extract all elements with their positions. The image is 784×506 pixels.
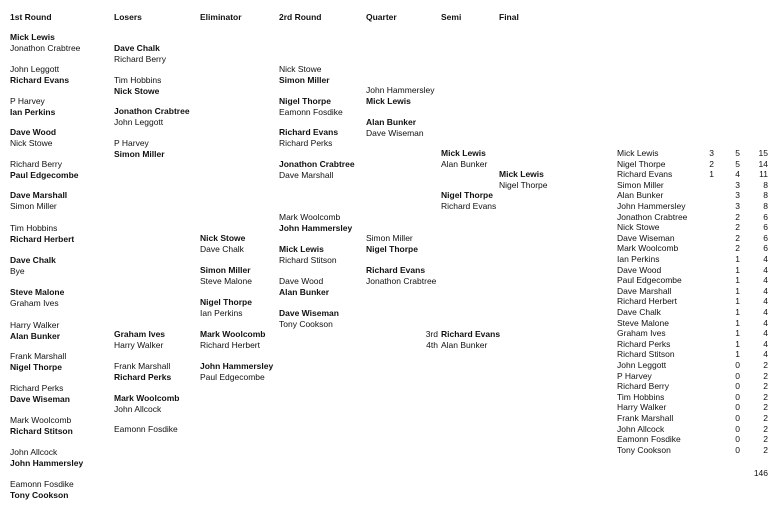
standings-points: 2 (763, 391, 768, 402)
first-round-entry: Frank Marshall (10, 351, 67, 361)
column-header: Final (499, 12, 519, 22)
column-header: 1st Round (10, 12, 52, 22)
standings-name: Dave Wood (617, 264, 662, 275)
quarter-entry: Mick Lewis (366, 96, 411, 106)
standings-points: 8 (763, 190, 768, 201)
first-round-entry: Dave Wiseman (10, 394, 70, 404)
eliminator-entry: Richard Herbert (200, 340, 260, 350)
standings-name: Nick Stowe (617, 222, 660, 233)
standings-wins: 0 (735, 391, 740, 402)
losers-entry: Eamonn Fosdike (114, 424, 178, 434)
standings-name: Harry Walker (617, 402, 667, 413)
standings-name: Alan Bunker (617, 190, 664, 201)
standings-wins: 0 (735, 360, 740, 370)
standings-name: Tony Cookson (617, 444, 671, 455)
second-round-entry: Nick Stowe (279, 64, 322, 74)
second-round-entry: Mark Woolcomb (279, 212, 341, 222)
eliminator-entry: Steve Malone (200, 276, 252, 286)
standings-wins: 5 (735, 148, 740, 158)
standings-name: Mark Woolcomb (617, 243, 679, 254)
first-round-entry: Mark Woolcomb (10, 415, 72, 425)
quarter-entry: Jonathon Crabtree (366, 276, 437, 286)
standings-position: 1 (709, 169, 714, 180)
standings-points: 2 (763, 423, 768, 434)
standings-name: Paul Edgecombe (617, 275, 682, 286)
first-round-entry: John Hammersley (10, 458, 84, 468)
standings-wins: 5 (735, 158, 740, 169)
losers-entry: Frank Marshall (114, 361, 171, 371)
standings-wins: 1 (735, 254, 740, 264)
standings-name: Dave Wiseman (617, 232, 675, 243)
standings-name: Richard Evans (617, 169, 673, 180)
losers-entry: Harry Walker (114, 340, 164, 350)
first-round-entry: Ian Perkins (10, 107, 56, 117)
standings-wins: 2 (735, 243, 740, 254)
first-round-entry: Richard Berry (10, 159, 62, 169)
semi-entry: Mick Lewis (441, 148, 486, 158)
first-round-entry: John Allcock (10, 447, 58, 457)
first-round-entry: Graham Ives (10, 298, 59, 308)
losers-entry: John Allcock (114, 404, 162, 414)
standings-points: 6 (763, 243, 768, 254)
placing-entry: Alan Bunker (441, 340, 488, 350)
standings-wins: 0 (735, 444, 740, 455)
first-round-entry: Richard Stitson (10, 426, 73, 436)
semi-entry: Richard Evans (441, 201, 497, 211)
placing-entry: Richard Evans (441, 329, 501, 339)
standings-name: Simon Miller (617, 179, 664, 190)
eliminator-entry: John Hammersley (200, 361, 274, 371)
first-round-entry: Steve Malone (10, 287, 65, 297)
standings-points: 4 (763, 296, 768, 307)
eliminator-entry: Nick Stowe (200, 233, 246, 243)
standings-points: 4 (763, 307, 768, 317)
standings-wins: 1 (735, 275, 740, 286)
standings-wins: 0 (735, 370, 740, 381)
standings-name: Jonathon Crabtree (617, 211, 688, 222)
second-round-entry: Dave Marshall (279, 170, 334, 180)
losers-entry: Mark Woolcomb (114, 393, 180, 403)
first-round-entry: Simon Miller (10, 201, 57, 211)
standings-points: 2 (763, 402, 768, 413)
column-header: Quarter (366, 12, 397, 22)
standings-name: Graham Ives (617, 328, 666, 339)
standings-points: 4 (763, 285, 768, 296)
first-round-entry: Nigel Thorpe (10, 362, 62, 372)
quarter-entry: Alan Bunker (366, 117, 417, 127)
losers-entry: Nick Stowe (114, 86, 160, 96)
standings-wins: 0 (735, 434, 740, 445)
first-round-entry: Harry Walker (10, 320, 60, 330)
losers-entry: Dave Chalk (114, 43, 160, 53)
standings-position: 2 (709, 158, 714, 169)
placing-label: 3rd (425, 329, 438, 339)
semi-entry: Nigel Thorpe (441, 190, 493, 200)
standings-points: 6 (763, 232, 768, 243)
quarter-entry: Simon Miller (366, 233, 413, 243)
standings-wins: 1 (735, 296, 740, 307)
first-round-entry: P Harvey (10, 96, 45, 106)
standings-points: 4 (763, 254, 768, 264)
standings-name: Tim Hobbins (617, 391, 665, 402)
column-header: Semi (441, 12, 462, 22)
first-round-entry: Paul Edgecombe (10, 170, 79, 180)
standings-wins: 2 (735, 211, 740, 222)
standings-wins: 0 (735, 423, 740, 434)
standings-points: 6 (763, 211, 768, 222)
losers-entry: Simon Miller (114, 149, 165, 159)
losers-entry: Tim Hobbins (114, 75, 162, 85)
standings-name: Richard Berry (617, 381, 669, 392)
losers-entry: Richard Perks (114, 372, 172, 382)
standings-points: 4 (763, 275, 768, 286)
standings-wins: 3 (735, 201, 740, 211)
losers-entry: John Leggott (114, 117, 164, 127)
standings-wins: 1 (735, 338, 740, 349)
semi-entry: Alan Bunker (441, 159, 488, 169)
final-entry: Nigel Thorpe (499, 180, 548, 190)
column-header: Losers (114, 12, 142, 22)
second-round-entry: Richard Evans (279, 127, 339, 137)
standings-wins: 4 (735, 169, 740, 180)
standings-wins: 1 (735, 285, 740, 296)
standings-wins: 0 (735, 413, 740, 423)
standings-points: 4 (763, 328, 768, 339)
standings-wins: 1 (735, 349, 740, 360)
first-round-entry: Bye (10, 266, 25, 276)
first-round-entry: Mick Lewis (10, 32, 55, 42)
standings-name: Dave Marshall (617, 285, 672, 296)
second-round-entry: Jonathon Crabtree (279, 159, 355, 169)
standings-position: 3 (709, 148, 714, 158)
standings-name: Dave Chalk (617, 307, 661, 317)
standings-wins: 1 (735, 307, 740, 317)
eliminator-entry: Nigel Thorpe (200, 297, 252, 307)
quarter-entry: Dave Wiseman (366, 128, 424, 138)
standings-name: Frank Marshall (617, 413, 674, 423)
first-round-entry: John Leggott (10, 64, 60, 74)
first-round-entry: Dave Marshall (10, 190, 68, 200)
standings-name: Richard Herbert (617, 296, 677, 307)
standings-wins: 1 (735, 317, 740, 328)
losers-entry: P Harvey (114, 138, 149, 148)
standings-wins: 2 (735, 232, 740, 243)
standings-wins: 1 (735, 328, 740, 339)
standings-wins: 1 (735, 264, 740, 275)
column-header: 2rd Round (279, 12, 322, 22)
standings-points: 2 (763, 444, 768, 455)
standings-points: 2 (763, 360, 768, 370)
eliminator-entry: Dave Chalk (200, 244, 244, 254)
first-round-entry: Richard Perks (10, 383, 64, 393)
first-round-entry: Dave Chalk (10, 255, 56, 265)
first-round-entry: Jonathon Crabtree (10, 43, 81, 53)
losers-entry: Graham Ives (114, 329, 166, 339)
eliminator-entry: Ian Perkins (200, 308, 243, 318)
second-round-entry: Dave Wiseman (279, 308, 339, 318)
quarter-entry: John Hammersley (366, 85, 435, 95)
second-round-entry: Richard Perks (279, 138, 333, 148)
standings-points: 4 (763, 349, 768, 360)
second-round-entry: Dave Wood (279, 276, 324, 286)
standings-wins: 2 (735, 222, 740, 233)
placing-label: 4th (426, 340, 438, 350)
standings-name: Richard Perks (617, 338, 671, 349)
losers-entry: Jonathon Crabtree (114, 106, 190, 116)
losers-entry: Richard Berry (114, 54, 166, 64)
standings-name: Mick Lewis (617, 148, 659, 158)
points-total: 146 (753, 468, 768, 478)
standings-points: 15 (758, 148, 768, 158)
second-round-entry: Alan Bunker (279, 287, 330, 297)
standings-name: John Hammersley (617, 201, 686, 211)
second-round-entry: Tony Cookson (279, 319, 333, 329)
second-round-entry: Simon Miller (279, 75, 330, 85)
first-round-entry: Dave Wood (10, 127, 57, 137)
eliminator-entry: Simon Miller (200, 265, 251, 275)
standings-points: 6 (763, 222, 768, 233)
standings-wins: 0 (735, 381, 740, 392)
standings-points: 4 (763, 264, 768, 275)
standings-name: P Harvey (617, 370, 652, 381)
first-round-entry: Tim Hobbins (10, 223, 58, 233)
standings-name: Nigel Thorpe (617, 158, 666, 169)
second-round-entry: Richard Stitson (279, 255, 337, 265)
standings-name: Ian Perkins (617, 254, 660, 264)
quarter-entry: Richard Evans (366, 265, 426, 275)
first-round-entry: Alan Bunker (10, 331, 61, 341)
eliminator-entry: Mark Woolcomb (200, 329, 266, 339)
first-round-entry: Richard Herbert (10, 234, 75, 244)
first-round-entry: Nick Stowe (10, 138, 53, 148)
first-round-entry: Tony Cookson (10, 490, 69, 500)
second-round-entry: Eamonn Fosdike (279, 107, 343, 117)
standings-points: 2 (763, 413, 768, 423)
second-round-entry: Mick Lewis (279, 244, 324, 254)
second-round-entry: John Hammersley (279, 223, 353, 233)
column-header: Eliminator (200, 12, 242, 22)
standings-wins: 3 (735, 179, 740, 190)
standings-wins: 3 (735, 190, 740, 201)
standings-points: 8 (763, 201, 768, 211)
standings-name: John Allcock (617, 423, 665, 434)
standings-wins: 0 (735, 402, 740, 413)
second-round-entry: Nigel Thorpe (279, 96, 331, 106)
standings-points: 2 (763, 370, 768, 381)
standings-name: Eamonn Fosdike (617, 434, 681, 445)
standings-points: 11 (759, 169, 768, 180)
quarter-entry: Nigel Thorpe (366, 244, 418, 254)
standings-name: Steve Malone (617, 317, 669, 328)
first-round-entry: Richard Evans (10, 75, 70, 85)
final-entry: Mick Lewis (499, 169, 544, 179)
standings-points: 2 (763, 381, 768, 392)
standings-points: 2 (763, 434, 768, 445)
standings-name: Richard Stitson (617, 349, 675, 360)
standings-points: 8 (763, 179, 768, 190)
eliminator-entry: Paul Edgecombe (200, 372, 265, 382)
standings-name: John Leggott (617, 360, 667, 370)
standings-points: 4 (763, 338, 768, 349)
standings-points: 14 (758, 158, 768, 169)
first-round-entry: Eamonn Fosdike (10, 479, 74, 489)
standings-points: 4 (763, 317, 768, 328)
